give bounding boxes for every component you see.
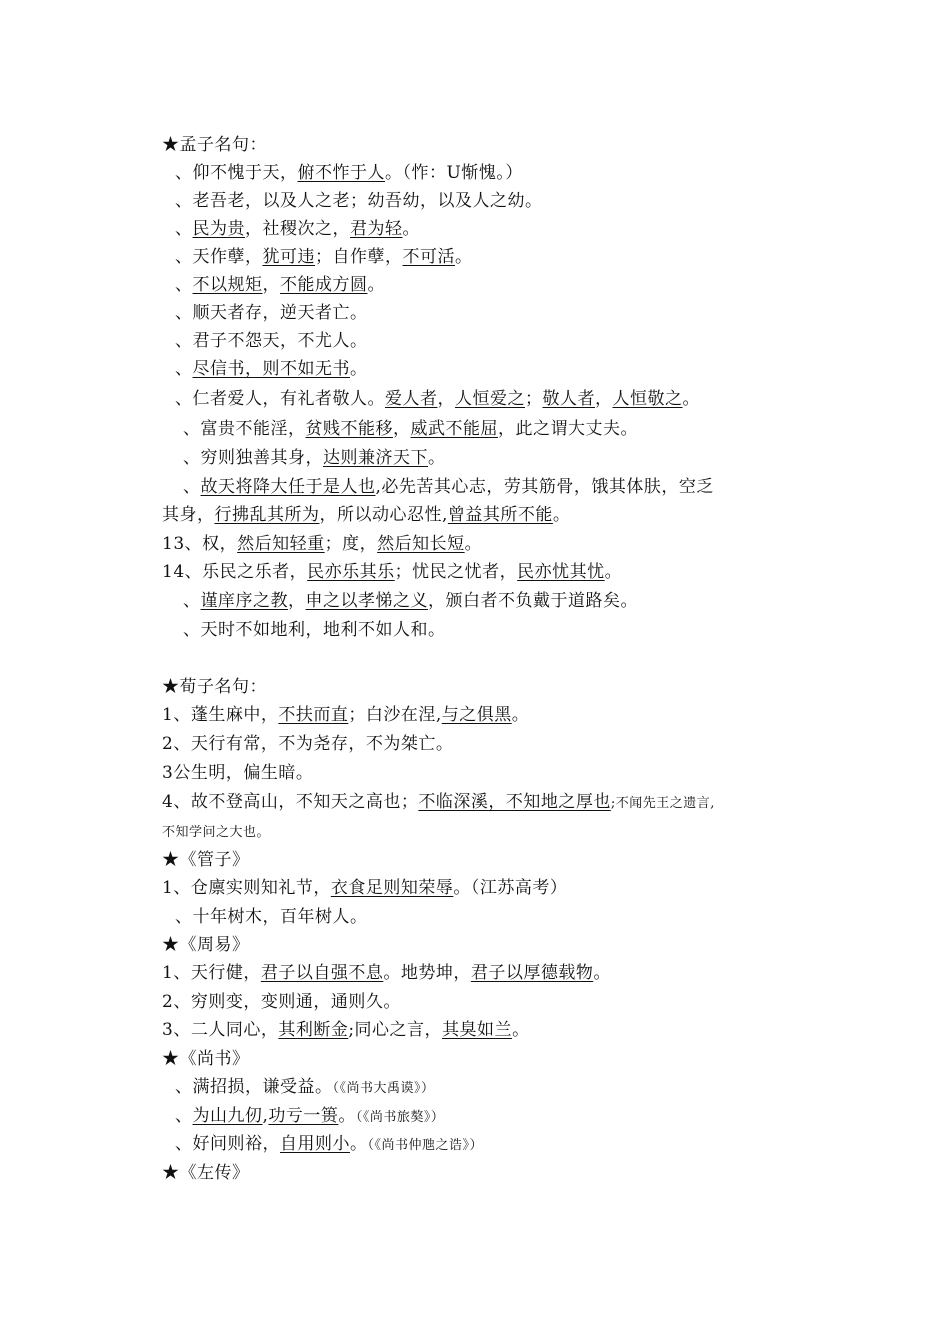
quote-line: 、不以规矩，不能成方圆。 (175, 275, 385, 295)
section-heading-guanzi: ★《管子》 (162, 850, 250, 870)
quote-line: 1、仓廪实则知礼节，衣食足则知荣辱。（江苏高考） (162, 878, 568, 898)
section-heading-zuozhuan: ★《左传》 (162, 1163, 250, 1183)
quote-line: 2、天行有常，不为尧存，不为桀亡。 (162, 734, 454, 754)
section-heading-shangshu: ★《尚书》 (162, 1049, 250, 1069)
quote-line: 、十年树木，百年树人。 (175, 907, 368, 927)
quote-line: 13、权，然后知轻重；度，然后知长短。 (162, 534, 483, 554)
quote-line: 、民为贵，社稷次之，君为轻。 (175, 219, 420, 239)
section-heading-xunzi: ★荀子名句： (162, 677, 267, 697)
quote-line: 、为山九仞,功亏一篑。（《尚书旅獒》） (175, 1106, 445, 1126)
quote-line: 、顺天者存，逆天者亡。 (175, 303, 368, 323)
quote-line: 1、天行健，君子以自强不息。地势坤，君子以厚德载物。 (162, 963, 611, 983)
quote-line: 、满招损，谦受益。（《尚书大禹谟》） (175, 1077, 435, 1097)
quote-line: 、尽信书，则不如无书。 (175, 359, 368, 379)
quote-line: 、谨庠序之教，申之以孝悌之义，颁白者不负戴于道路矣。 (183, 591, 638, 611)
quote-line: 、故天将降大任于是人也,必先苦其心志，劳其筋骨，饿其体肤，空乏 (183, 477, 714, 497)
quote-line: 3、二人同心，其利断金;同心之言，其臭如兰。 (162, 1020, 530, 1040)
quote-line: 、天时不如地利，地利不如人和。 (183, 620, 446, 640)
quote-line: 4、故不登高山，不知天之高也；不临深溪，不知地之厚也;不闻先王之遗言, (162, 792, 715, 812)
quote-line: 、老吾老，以及人之老；幼吾幼，以及人之幼。 (175, 191, 543, 211)
section-heading-mencius: ★孟子名句： (162, 135, 267, 155)
quote-line: 2、穷则变，变则通，通则久。 (162, 992, 401, 1012)
quote-line: 14、乐民之乐者，民亦乐其乐；忧民之忧者，民亦忧其忧。 (162, 562, 623, 582)
section-heading-zhouyi: ★《周易》 (162, 935, 250, 955)
quote-line: 、穷则独善其身，达则兼济天下。 (183, 448, 446, 468)
quote-line: 3公生明，偏生暗。 (162, 763, 314, 783)
quote-line: 不知学问之大也。 (162, 825, 271, 840)
quote-line: 、仰不愧于天，俯不怍于人。（怍：U惭愧。） (175, 163, 523, 183)
quote-line: 、天作孽，犹可违；自作孽，不可活。 (175, 247, 473, 267)
quote-line: 1、蓬生麻中，不扶而直；白沙在涅,与之俱黑。 (162, 705, 530, 725)
quote-line: 、好问则裕，自用则小。（《尚书仲虺之诰》） (175, 1134, 484, 1154)
quote-line: 、富贵不能淫，贫贱不能移，威武不能屈，此之谓大丈夫。 (183, 419, 638, 439)
quote-line: 、仁者爱人，有礼者敬人。爱人者，人恒爱之；敬人者，人恒敬之。 (175, 389, 700, 409)
quote-line: 其身，行拂乱其所为，所以动心忍性,曾益其所不能。 (162, 505, 571, 525)
quote-line: 、君子不怨天，不尤人。 (175, 331, 368, 351)
